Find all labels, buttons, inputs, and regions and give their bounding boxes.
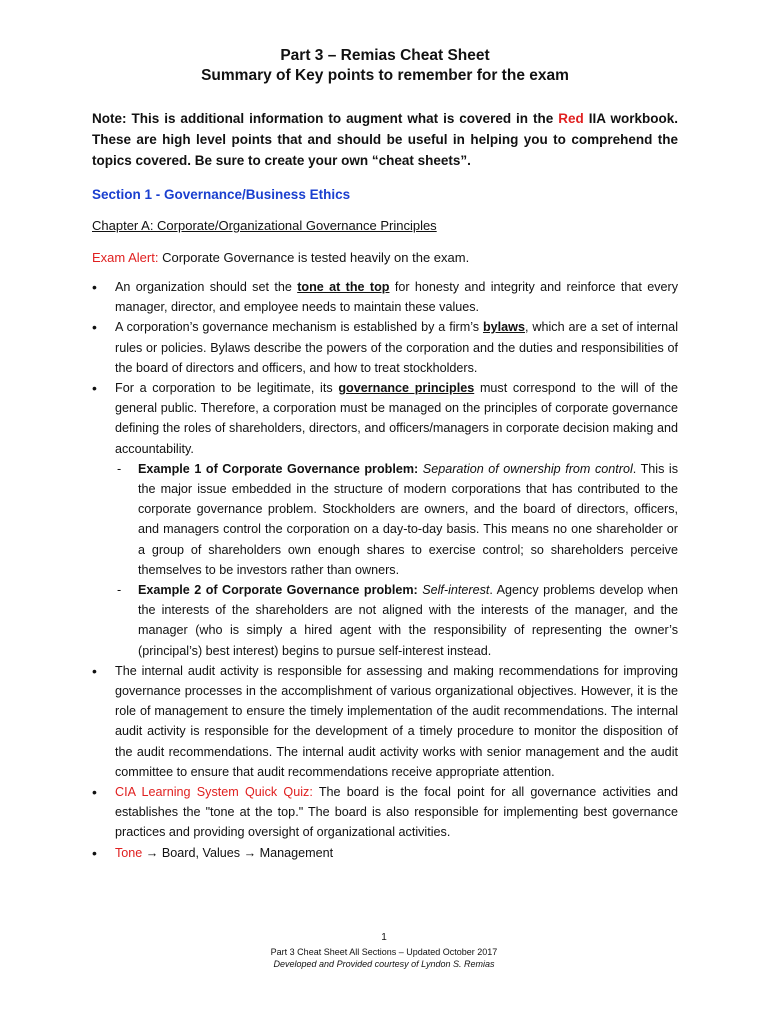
example-text: . Agency problems develop when the interests of the shareholders are not aligned with the interests of the manager, and the manager (who is simply a hired agent with the responsibility of representing the owner’s (principal’s) best interest) begins to pursue self-interest instead.: [138, 583, 678, 658]
bullet-text: The internal audit activity is responsible for assessing and making recommendations for improving governance processes in the accomplishment of various organizational objectives. However, it is the role of management to ensure the timely implementation of the audit recommendations. The internal audit activity is responsible for the development of a timely procedure to monitor the disposition of the audit recommendations. The internal audit activity works with senior management and the audit committee to ensure that audit recommendations receive appropriate attention.: [115, 663, 678, 779]
title-line-1: Part 3 – Remias Cheat Sheet: [280, 47, 490, 64]
example-italic: Separation of ownership from control: [418, 461, 633, 476]
exam-alert-label: Exam Alert:: [92, 250, 159, 265]
list-item: [92, 277, 678, 317]
note-post: IIA workbook. These are high level points that and should be useful in helping you to comprehend the topics covered. Be sure to create your own “cheat sheets”.: [92, 111, 678, 168]
bullet-text: , which are a set of internal rules or policies. Bylaws describe the powers of the corporation and the duties and responsibilities of the board of directors and officers, and how to treat stockholders.: [115, 320, 678, 375]
page-number: 1: [381, 932, 387, 943]
tone-label: Tone: [115, 845, 143, 860]
bullet-text: must correspond to the will of the general public. Therefore, a corporation must be managed on the principles of corporate governance defining the roles of shareholders, directors, and officers/managers in corporate decision making and accountability.: [115, 381, 678, 456]
footer-line-1: Part 3 Cheat Sheet All Sections – Updated October 2017: [270, 947, 498, 957]
bullet-text: → Board, Values → Management: [142, 845, 334, 860]
bullet-term: tone at the top: [297, 280, 390, 294]
bullet-text: An organization should set the: [115, 280, 298, 294]
example-label: Example 1 of Corporate Governance problem:: [138, 461, 419, 476]
list-item: [92, 782, 678, 843]
sub-list-item: [115, 580, 678, 661]
section-heading: Section 1 - Governance/Business Ethics: [92, 187, 351, 202]
sub-list: [115, 459, 678, 661]
chapter-heading: Chapter A: Corporate/Organizational Governance Principles: [92, 218, 437, 233]
list-item: [92, 378, 678, 661]
quiz-label: CIA Learning System Quick Quiz:: [115, 785, 313, 800]
bullet-term: bylaws: [482, 320, 525, 335]
sub-list-item: [115, 459, 678, 580]
bullet-text: A corporation’s governance mechanism is established by a firm’s: [115, 320, 483, 335]
exam-alert: [92, 250, 678, 265]
note-paragraph: [92, 108, 678, 171]
bullet-term: governance principles: [338, 381, 475, 396]
title-line-2: Summary of Key points to remember for the exam: [201, 67, 569, 84]
page-title: [92, 46, 678, 86]
page-footer: [0, 932, 768, 970]
list-item: [92, 843, 678, 863]
exam-alert-text: Corporate Governance is tested heavily on the exam.: [158, 250, 470, 265]
bullet-text: For a corporation to be legitimate, its: [115, 381, 339, 396]
bullet-list: [92, 277, 678, 863]
note-pre: Note: This is additional information to augment what is covered in the: [92, 111, 559, 126]
footer-credit: Developed and Provided courtesy of Lyndon S. Remias: [273, 959, 495, 969]
example-text: . This is the major issue embedded in the structure of modern corporations that has contributed to the corporate governance problem. Stockholders are owners, and the board of directors, officers, and managers control the corporation on a day-to-day basis. This means no one shareholder or a group of shareholders own enough shares to exercise control; so shareholders perceive themselves to be investors rather than owners.: [138, 461, 679, 577]
example-italic: Self-interest: [417, 583, 490, 598]
bullet-text: The board is the focal point for all governance activities and establishes the "tone at the top." The board is also responsible for implementing best governance practices and providing oversight of organizational activities.: [115, 785, 678, 840]
list-item: [92, 661, 678, 782]
bullet-text: for honesty and integrity and reinforce that every manager, director, and employee needs to maintain these values.: [115, 280, 679, 315]
list-item: [92, 317, 678, 378]
note-red-word: Red: [558, 111, 584, 126]
example-label: Example 2 of Corporate Governance problem:: [138, 583, 418, 598]
